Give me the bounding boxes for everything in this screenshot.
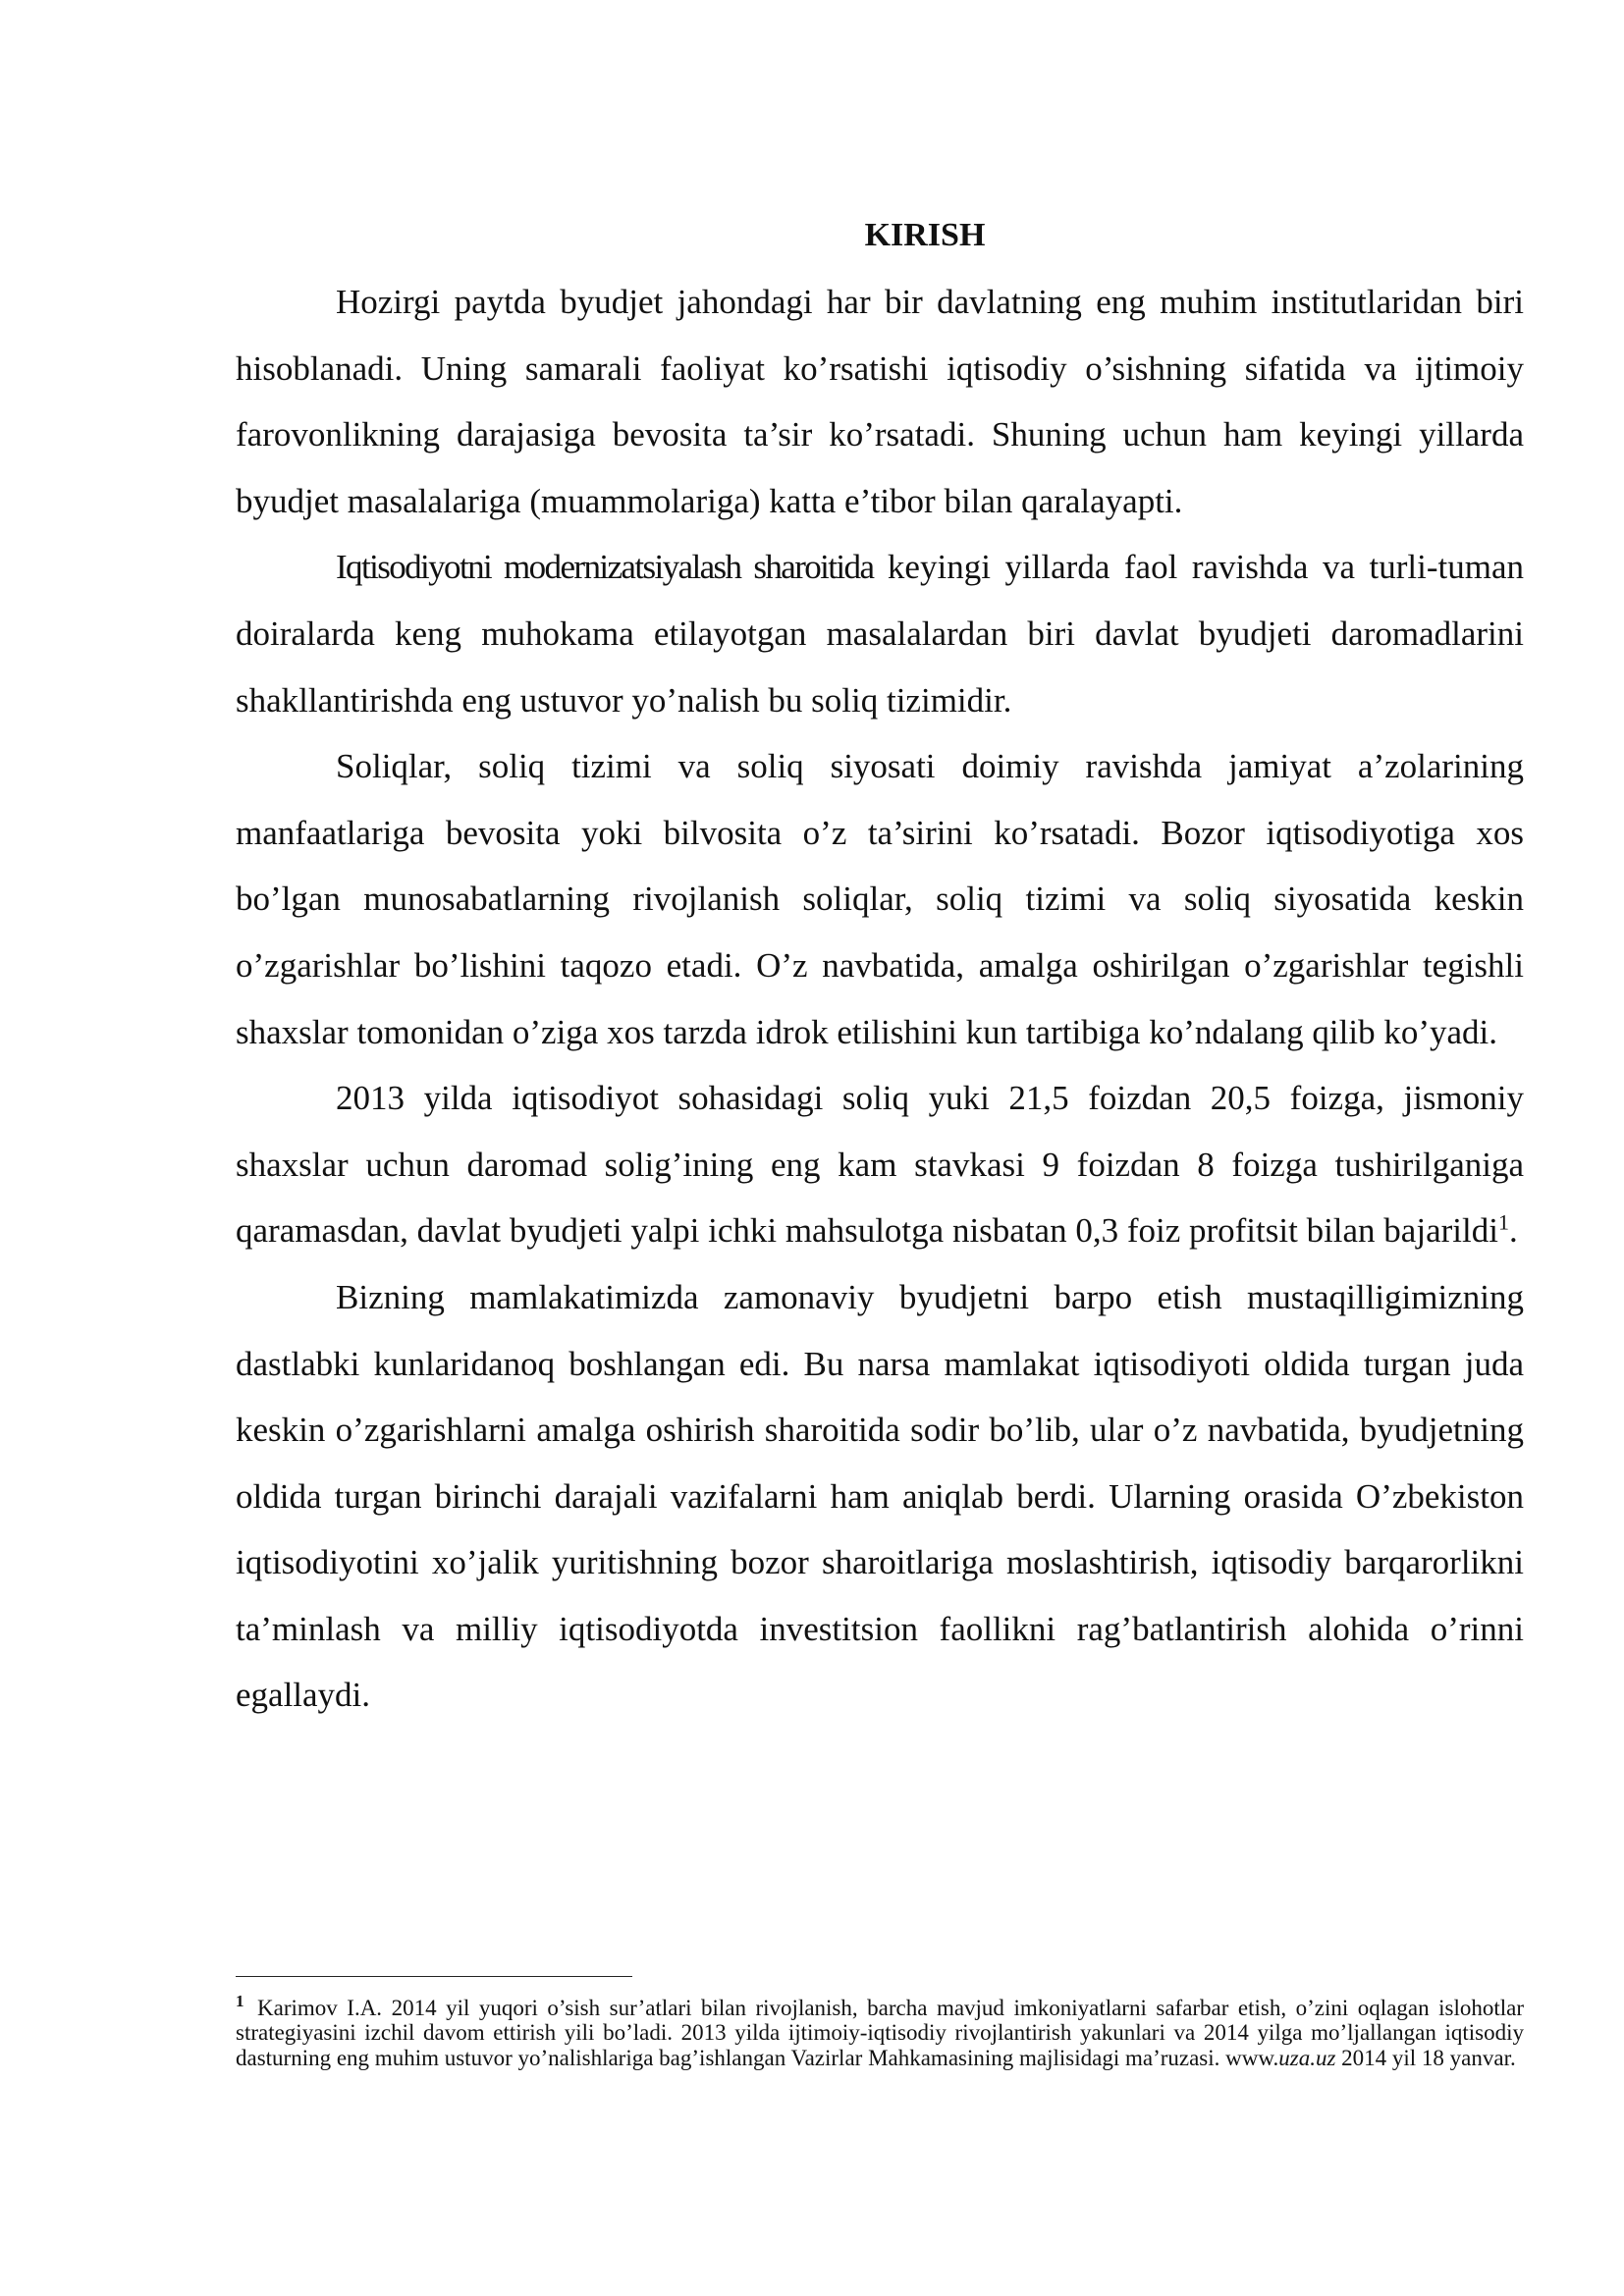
footnote-text: Karimov I.A. 2014 yil yuqori o’sish sur’atlari bilan rivojlanish, barcha mavjud imkoniyatlarni safarbar etish, o’zini oqlagan islohotlar strategiyasini izchil davom ettirish yili bo’ladi. 2013 yilda ijtimoiy-iqtisodiy rivojlantirish yakunlari va 2014 yilga mo’ljallangan iqtisodiy dasturning eng muhim ustuvor yo’nalishlariga bag’ishlangan Vazirlar Mahkamasining majlisidagi ma’ruzasi. (236, 1996, 1524, 2070)
paragraph-5: Bizning mamlakatimizda zamonaviy byudjetni barpo etish mustaqilligimizning dastlabki kunlaridanoq boshlangan edi. Bu narsa mamlakat iqtisodiyoti oldida turgan juda keskin o’zgarishlarni amalga oshirish sharoitida sodir bo’lib, ular o’z navbatida, byudjetning oldida turgan birinchi darajali vazifalarni ham aniqlab berdi. Ularning orasida O’zbekiston iqtisodiyotini xo’jalik yuritishning bozor sharoitlariga moslashtirish, iqtisodiy barqarorlikni ta’minlash va milliy iqtisodiyotda investitsion faollikni rag’batlantirish alohida o’rinni egallaydi. (236, 1277, 1524, 1715)
footnote (236, 1992, 1524, 2070)
footnote-date: 2014 yil 18 yanvar. (1335, 2045, 1516, 2070)
paragraph-3: Soliqlar, soliq tizimi va soliq siyosati doimiy ravishda jamiyat a’zolarining manfaatlariga bevosita yoki bilvosita o’z ta’sirini ko’rsatadi. Bozor iqtisodiyotiga xos bo’lgan munosabatlarning rivojlanish soliqlar, soliq tizimi va soliq siyosatida keskin o’zgarishlar bo’lishini taqozo etadi. O’z navbatida, amalga oshirilgan o’zgarishlar tegishli shaxslar tomonidan o’ziga xos tarzda idrok etilishini kun tartibiga ko’ndalang qilib ko’yadi. (236, 747, 1524, 1051)
paragraph-2 (236, 534, 1524, 733)
footnote-reference[interactable]: 1 (1497, 1209, 1509, 1235)
paragraph-2-condensed-start: Iqtisodiyotni modernizatsiyalash sharoitida (336, 548, 874, 587)
paragraph-1: Hozirgi paytda byudjet jahondagi har bir davlatning eng muhim institutlaridan biri hisoblanadi. Uning samarali faoliyat ko’rsatishi iqtisodiy o’sishning sifatida va ijtimoiy farovonlikning darajasiga bevosita ta’sir ko’rsatadi. Shuning uchun ham keyingi yillarda byudjet masalalariga (muammolariga) katta e’tibor bilan qaralayapti. (236, 283, 1524, 520)
footnote-mark: 1 (236, 1992, 244, 2011)
paragraph-4-end: . (1508, 1211, 1518, 1251)
paragraph-4-text: 2013 yilda iqtisodiyot sohasidagi soliq yuki 21,5 foizdan 20,5 foizga, jismoniy shaxslar uchun daromad solig’ining eng kam stavkasi 9 foizdan 8 foizga tushirilganiga qaramasdan, davlat byudjeti yalpi ichki mahsulotga nisbatan 0,3 foiz profitsit bilan bajarildi (236, 1079, 1524, 1251)
paragraph-2-rest: keyingi yillarda faol ravishda va turli-tuman doiralarda keng muhokama etilayotgan masalalardan biri davlat byudjeti daromadlarini shakllantirishda eng ustuvor yo’nalish bu soliq tizimidir. (236, 548, 1524, 720)
footnote-site-link[interactable]: uza.uz (1278, 2045, 1336, 2070)
paragraph-4 (236, 1065, 1524, 1264)
footnote-site-prefix: www. (1225, 2045, 1279, 2070)
body-text (236, 269, 1524, 1729)
footnote-separator (236, 1976, 632, 1977)
section-heading: KIRISH (864, 217, 986, 253)
